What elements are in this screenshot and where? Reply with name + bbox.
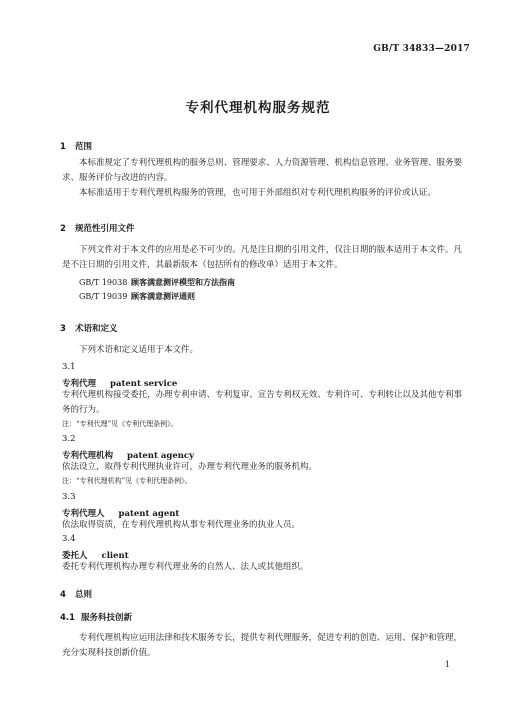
subsection-title: 服务科技创新: [81, 613, 133, 623]
subsection-4-1-heading: [60, 611, 132, 623]
term-definition: 依法设立，取得专利代理执业许可，办理专利代理业务的服务机构。: [62, 462, 318, 472]
section-3-intro: 下列术语和定义适用于本文件。: [79, 345, 199, 355]
term-chinese: 委托人: [62, 551, 88, 561]
term-definition: 依法取得资质，在专利代理机构从事专利代理业务的执业人员。: [62, 520, 301, 530]
term-number: 3.4: [62, 534, 76, 544]
term-english: patent agent: [118, 509, 180, 519]
page-number: 1: [444, 660, 450, 669]
normative-reference: [79, 277, 235, 288]
subsection-number: 4.1: [60, 613, 76, 623]
normative-reference: [79, 291, 195, 302]
document-title: 专利代理机构服务规范: [185, 100, 331, 116]
section-title: 范围: [75, 142, 93, 152]
section-number: 3: [60, 324, 66, 334]
section-2-heading: [60, 222, 135, 234]
term-english: client: [101, 551, 129, 561]
section-3-heading: [60, 322, 118, 334]
term-english: patent service: [110, 379, 178, 389]
section-2-paragraph-1: 下列文件对于本文件的应用是必不可少的。凡是注日期的引用文件，仅注日期的版本适用于本文件。凡是不注日期的引用文件，其最新版本（包括所有的修改单）适用于本文件。: [62, 245, 462, 270]
section-title: 术语和定义: [75, 324, 118, 334]
section-1-paragraph-2: 本标准适用于专利代理机构服务的管理，也可用于外部组织对专利代理机构服务的评价或认证。: [79, 188, 437, 198]
term-chinese: 专利代理: [62, 379, 97, 389]
subsection-4-1-paragraph: 专利代理机构应运用法律和技术服务专长，提供专利代理服务，促进专利的创造、运用、保护和管理，充分实现科技创新价值。: [62, 633, 462, 658]
section-1-paragraph-1: 本标准规定了专利代理机构的服务总则、管理要求、人力资源管理、机构信息管理、业务管理、服务要求、服务评价与改进的内容。: [62, 158, 462, 183]
term-chinese: 专利代理人: [62, 509, 105, 519]
reference-title: 顾客满意测评通则: [131, 292, 195, 301]
section-title: 规范性引用文件: [75, 224, 135, 234]
term-definition: 委托专利代理机构办理专利代理业务的自然人、法人或其他组织。: [62, 562, 309, 572]
term-number: 3.2: [62, 434, 76, 444]
term-number: 3.1: [62, 362, 76, 372]
term-number: 3.3: [62, 492, 76, 502]
term-note: 注：“专利代理机构”见《专利代理条例》。: [62, 477, 192, 485]
section-title: 总则: [75, 590, 93, 600]
reference-title: 顾客满意测评模型和方法指南: [131, 278, 235, 287]
term-definition: 专利代理机构接受委托，办理专利申请、专利复审、宣告专利权无效、专利许可、专利转让以及其他专利事务的行为。: [62, 390, 462, 415]
section-number: 2: [60, 224, 66, 234]
term-note: 注：“专利代理”见《专利代理条例》。: [62, 420, 178, 428]
term-english: patent agency: [127, 451, 195, 461]
standard-code: GB/T 34833—2017: [373, 44, 470, 54]
reference-code: GB/T 19038: [79, 278, 128, 287]
reference-code: GB/T 19039: [79, 292, 128, 301]
section-1-heading: [60, 140, 92, 152]
section-number: 4: [60, 590, 66, 600]
section-number: 1: [60, 142, 66, 152]
section-4-heading: [60, 588, 92, 600]
term-chinese: 专利代理机构: [62, 451, 114, 461]
